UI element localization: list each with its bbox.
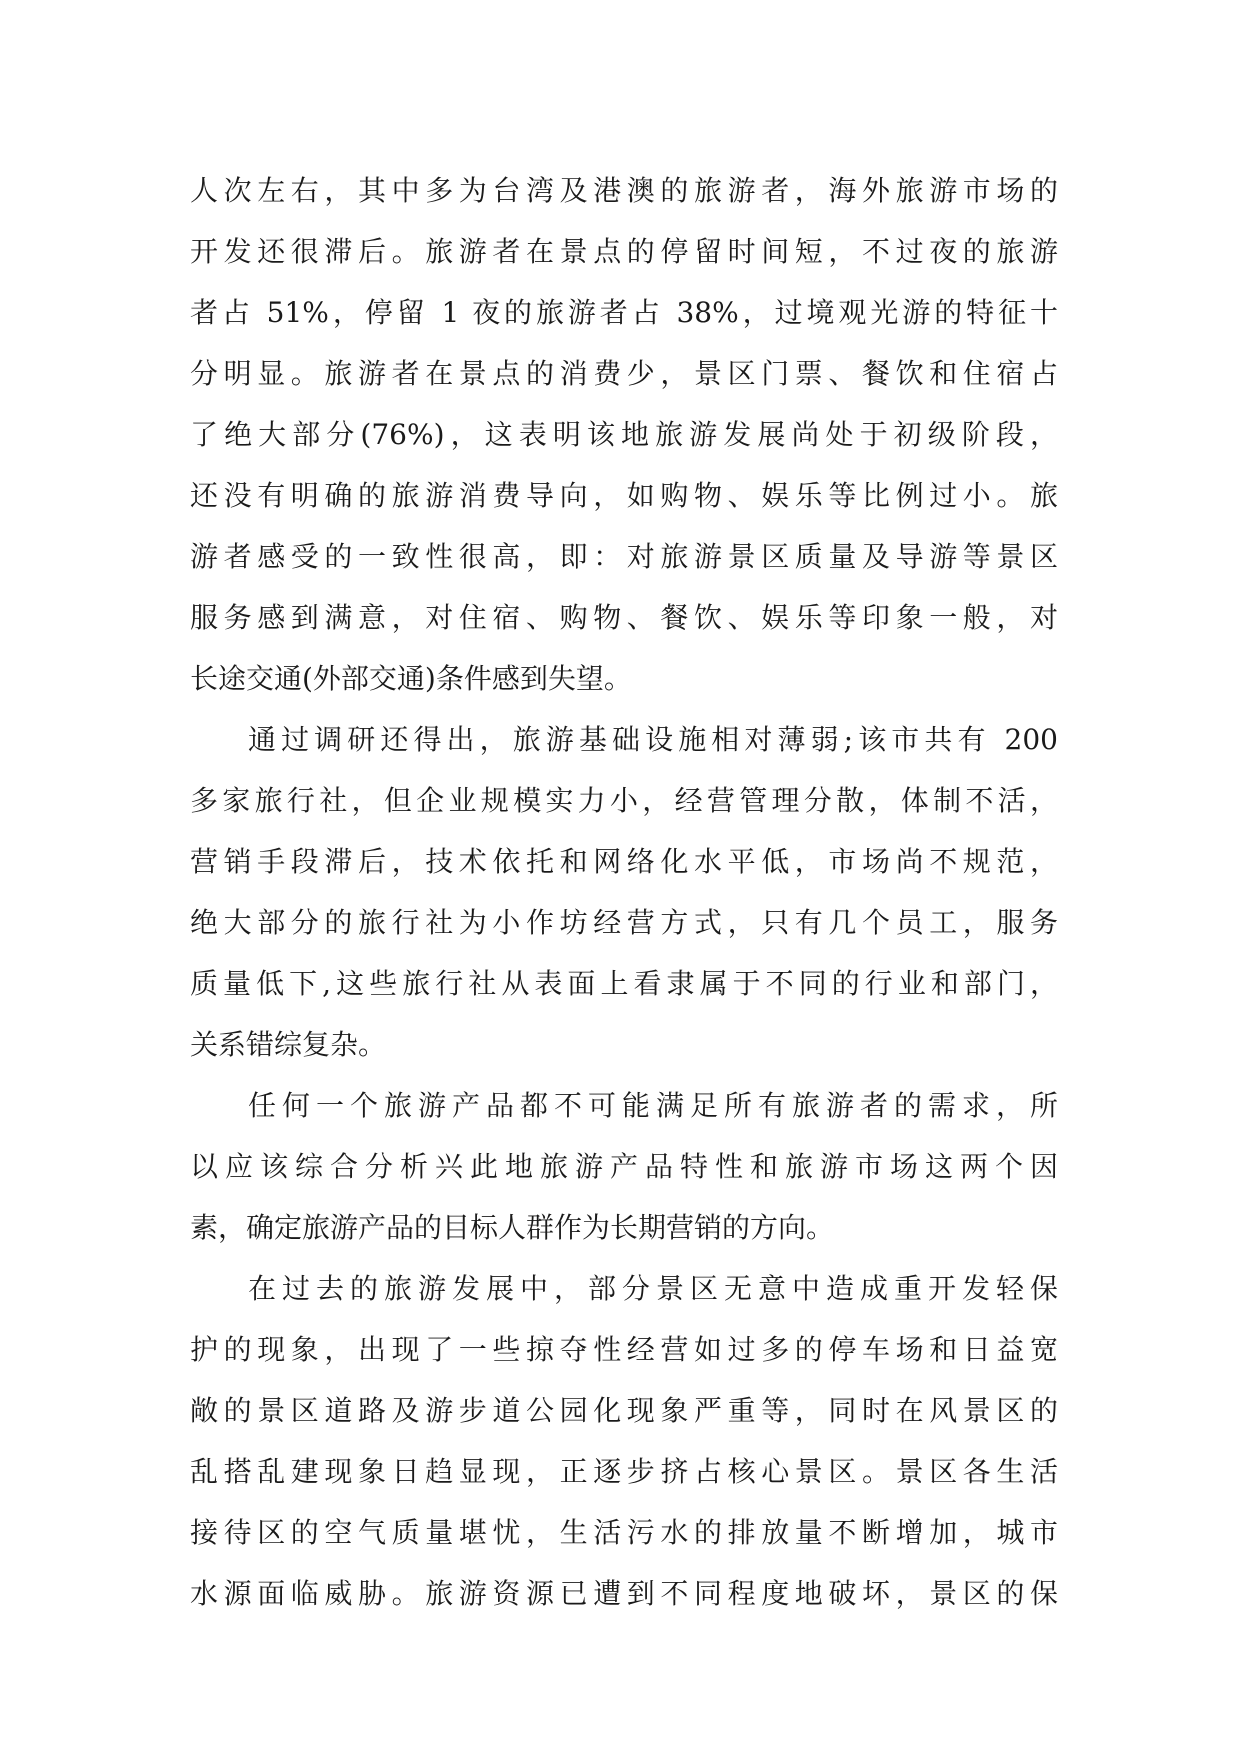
text-line: 水源面临威胁。旅游资源已遭到不同程度地破坏，景区的保: [190, 1577, 1058, 1610]
paragraph-3: [190, 1075, 1058, 1258]
text-line: 人次左右，其中多为台湾及港澳的旅游者，海外旅游市场的: [190, 174, 1058, 207]
text-line: 分明显。旅游者在景点的消费少，景区门票、餐饮和住宿占: [190, 357, 1058, 390]
text-line: 以应该综合分析兴此地旅游产品特性和旅游市场这两个因: [190, 1150, 1058, 1183]
text-line: 者占 51%，停留 1 夜的旅游者占 38%，过境观光游的特征十: [190, 296, 1058, 329]
text-line: 还没有明确的旅游消费导向，如购物、娱乐等比例过小。旅: [190, 479, 1058, 512]
text-line: 营销手段滞后，技术依托和网络化水平低，市场尚不规范，: [190, 845, 1058, 878]
text-line: 通过调研还得出，旅游基础设施相对薄弱;该市共有 200: [248, 723, 1058, 756]
paragraph-4: [190, 1258, 1058, 1624]
text-line: 了绝大部分(76%)，这表明该地旅游发展尚处于初级阶段，: [190, 418, 1058, 451]
text-line: 多家旅行社，但企业规模实力小，经营管理分散，体制不活，: [190, 784, 1058, 817]
text-line: 接待区的空气质量堪忧，生活污水的排放量不断增加，城市: [190, 1516, 1058, 1549]
text-line: 敞的景区道路及游步道公园化现象严重等，同时在风景区的: [190, 1394, 1058, 1427]
text-line: 质量低下,这些旅行社从表面上看隶属于不同的行业和部门，: [190, 967, 1058, 1000]
text-line: 游者感受的一致性很高，即：对旅游景区质量及导游等景区: [190, 540, 1058, 573]
text-line: 长途交通(外部交通)条件感到失望。: [190, 662, 632, 695]
text-line: 护的现象，出现了一些掠夺性经营如过多的停车场和日益宽: [190, 1333, 1058, 1366]
text-line: 开发还很滞后。旅游者在景点的停留时间短，不过夜的旅游: [190, 235, 1058, 268]
text-line: 素，确定旅游产品的目标人群作为长期营销的方向。: [190, 1211, 835, 1244]
text-line: 乱搭乱建现象日趋显现，正逐步挤占核心景区。景区各生活: [190, 1455, 1058, 1488]
text-line: 任何一个旅游产品都不可能满足所有旅游者的需求，所: [248, 1089, 1058, 1122]
document-body: [190, 160, 1058, 1624]
paragraph-2: [190, 709, 1058, 1075]
text-line: 服务感到满意，对住宿、购物、餐饮、娱乐等印象一般，对: [190, 601, 1058, 634]
text-line: 绝大部分的旅行社为小作坊经营方式，只有几个员工，服务: [190, 906, 1058, 939]
paragraph-1: [190, 160, 1058, 709]
text-line: 在过去的旅游发展中，部分景区无意中造成重开发轻保: [248, 1272, 1058, 1305]
text-line: 关系错综复杂。: [190, 1028, 387, 1061]
